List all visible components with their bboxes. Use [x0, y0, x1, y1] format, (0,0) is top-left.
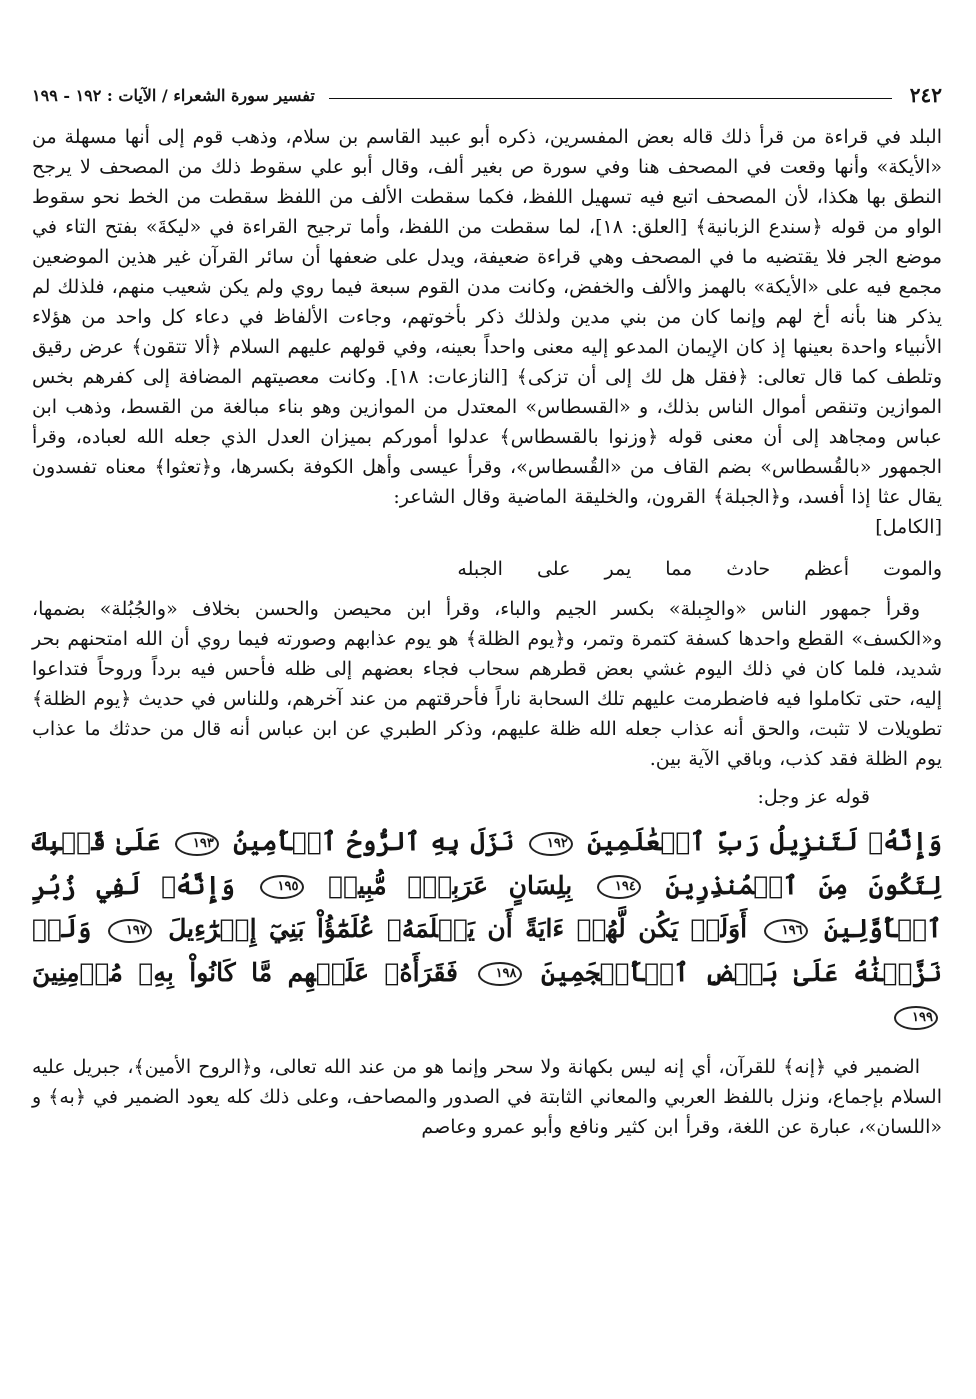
quran-verse-text: عَلَىٰ قَلۡبِكَ لِتَكُونَ مِنَ ٱلۡمُنذِرِينَ [32, 827, 942, 900]
quran-verse-text: أَوَلَمۡ يَكُن لَّهُمۡ ءَايَةً أَن يَعۡلَمَهُۥ عُلَمَٰٓؤُاْ بَنِيٓ إِسۡرَٰٓءِيلَ [168, 914, 748, 944]
verse-intro: قوله عز وجل: [757, 786, 870, 809]
commentary-paragraph: وقرأ جمهور الناس «والجِبلة» بكسر الجيم والباء، وقرأ ابن محيصن والحسن بخلاف «والجُبُلة» بضمها، و«الكسف» القطع واحدها كسفة كتمرة وتمر، و﴿يوم الظلة﴾ هو يوم عذابهم وصورته فيما روي أن الله امتحنهم بحر شديد، فلما كان في ذلك اليوم غشي بعض قطرهم سحاب فجاء بعضهم إلى ظله فأحس فيه برداً وروحاً فتداعوا إليه، حتى تكاملوا فيه فاضطرمت عليهم تلك السحابة ناراً فأحرقتهم من عند آخرهم، وللناس في حديث ﴿يوم الظلة﴾ تطويلات لا تثبت، والحق أنه عذاب جعله الله ظلة عليهم، وذكر الطبري عن ابن عباس أنه قال من حدثك ما عذاب يوم الظلة فقد كذب، وباقي الآية بين. [32, 598, 942, 771]
commentary-paragraph: الضمير في ﴿إنه﴾ للقرآن، أي إنه ليس بكهانة ولا سحر وإنما هو من عند الله تعالى، و﴿الروح الأمين﴾، جبريل عليه السلام بإجماع، ونزل باللفظ العربي والمعاني الثابتة في الصدور والمصاحف، وعلى ذلك كله يعود الضمير في ﴿به﴾ و «اللسان»، عبارة عن اللغة، وقرأ ابن كثير ونافع وأبو عمرو وعاصم [32, 1055, 942, 1138]
ayah-number-marker: ١٩٧ [108, 919, 152, 943]
ayah-number-marker: ١٩٤ [597, 875, 641, 899]
poetry-verse: والموت أعظم حادث مما يمر على الجبله [457, 558, 942, 581]
ayah-number-marker: ١٩٢ [529, 832, 573, 856]
quran-verse-text: وَلَوۡ نَزَّلۡنَٰهُ عَلَىٰ بَعۡضِ ٱلۡأَعۡجَمِينَ [32, 914, 942, 987]
ayah-number-marker: ١٩٨ [478, 962, 522, 986]
ayah-number-marker: ١٩٥ [260, 875, 304, 899]
header-rule [329, 98, 892, 99]
page-header [32, 80, 942, 110]
commentary-paragraph: البلد في قراءة من قرأ ذلك قاله بعض المفسرين، ذكره أبو عبيد القاسم بن سلام، وذهب قوم إلى أنها مسهلة من «الأيكة» وأنها وقعت في المصحف هنا وفي سورة ص بغير ألف، وقال أبو علي سقوط ذلك من المصحف لا يرجح النطق بها هكذا، لأن المصحف اتبع فيه تسهيل اللفظ، فكما سقطت الألف من اللفظ سقطت من الخط نحو سقوط الواو من قوله ﴿سندع الزبانية﴾ [العلق: ١٨]، لما سقطت من اللفظ، وأما ترجيح القراءة في «ليكةَ» بفتح التاء في موضع الجر فلا يقتضيه ما في المصحف وهي قراءة ضعيفة، ويدل على ضعفها أن سائر القرآن غير هذين الموضعين مجمع فيه على «الأيكة» بالهمز والألف والخفض، وكانت مدن القوم سبعة فيما روي ولم يكن شعيب منهم، فلذلك لم يذكر هنا بأنه أخ لهم وإنما كان من بني مدين ولذلك ذكر بأخوتهم، وجاءت الألفاظ في دعاء كل واحد من هؤلاء الأنبياء واحدة بعينها إذ كان الإيمان المدعو إليه معنى واحداً بعينه، وفي قولهم عليهم السلام ﴿ألا تتقون﴾ عرض رقيق وتلطف كما قال تعالى: ﴿فقل هل لك إلى أن تزكى﴾ [النازعات: ١٨]. وكانت معصيتهم المضافة إلى كفرهم بخس الموازين وتنقص أموال الناس بذلك، و «القسطاس» المعتدل من الموازين وهو بناء مبالغة من القسط، وذهب ابن عباس ومجاهد إلى أن معنى قوله ﴿وزنوا بالقسطاس﴾ عدلوا أموركم بميزان العدل الذي جعله الله لعباده، وقرأ الجمهور «بالقُسطاس» بضم القاف من «القُسطاس»، وقرأ عيسى وأهل الكوفة بكسرها، و﴿تعثوا﴾ معناه تفسدون يقال عثا إذا أفسد، و﴿الجبلة﴾ القرون، والخليقة الماضية وقال الشاعر: [32, 126, 942, 509]
quran-verse-text: وَإِنَّهُۥ لَفِي زُبُرِ ٱلۡأَوَّلِينَ [32, 870, 942, 944]
quran-verse-text: فَقَرَأَهُۥ عَلَيۡهِم مَّا كَانُواْ بِهِۦ مُؤۡمِنِينَ [32, 957, 458, 987]
running-title: تفسير سورة الشعراء / الآيات : ١٩٢ - ١٩٩ [32, 85, 315, 105]
ayah-number-marker: ١٩٦ [764, 919, 808, 943]
meter-label: [الكامل] [875, 516, 942, 539]
quran-verse-text: نَزَلَ بِهِ ٱلرُّوحُ ٱلۡأَمِينُ [233, 827, 515, 857]
ayah-number-marker: ١٩٩ [894, 1006, 938, 1030]
page-number: ٢٤٢ [909, 83, 942, 107]
quran-verses [32, 820, 942, 1038]
commentary-text [32, 122, 942, 1142]
quran-verse-text: وَإِنَّهُۥ لَتَنزِيلُ رَبِّ ٱلۡعَٰلَمِينَ [587, 827, 942, 857]
ayah-number-marker: ١٩٣ [175, 832, 219, 856]
quran-verse-text: بِلِسَانٍ عَرَبِيّٖ مُّبِينٖ [328, 870, 573, 900]
